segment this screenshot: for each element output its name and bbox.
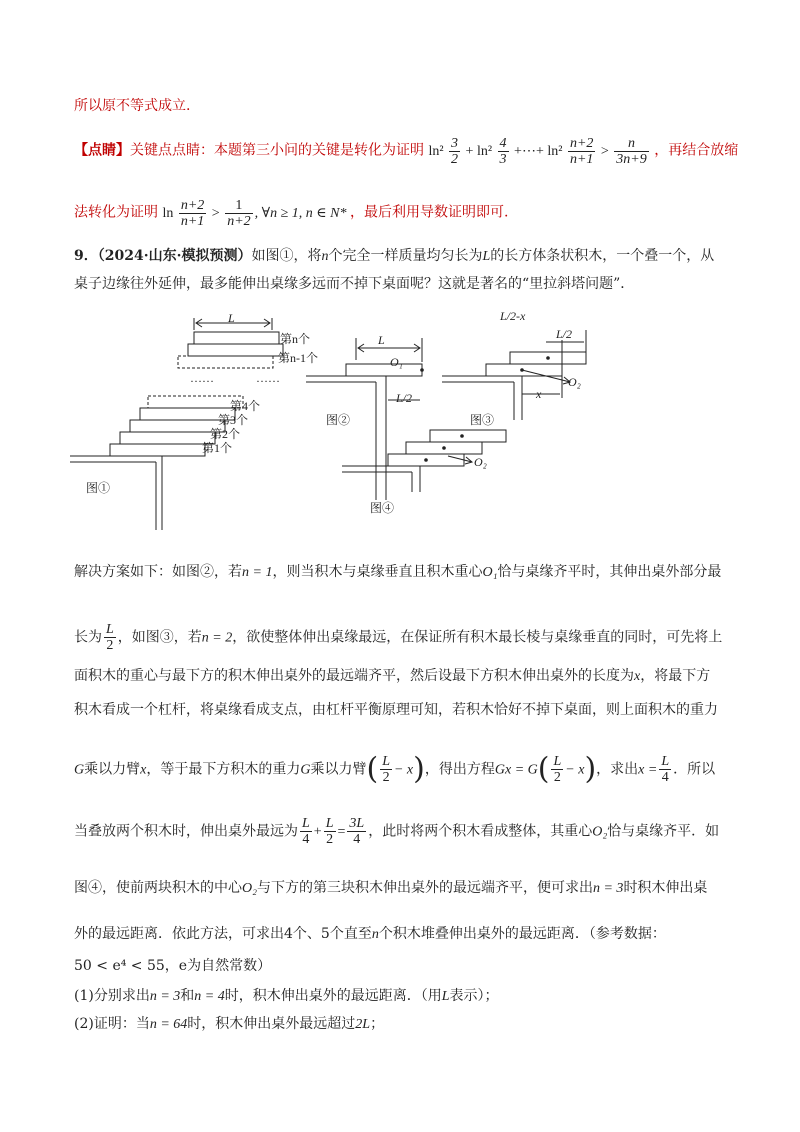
comment-line2-suffix: ，最后利用导数证明即可. bbox=[350, 204, 509, 221]
comment-formula-2: ln $\frac{n+2}{n+1}$ > $\frac{1}{n+2}$ , ∀n ≥ 1, n ∈ N* bbox=[162, 198, 347, 229]
solution-line-3: 面积木的重心与最下方的积木伸出桌外的最远端齐平，然后设最下方积木伸出桌外的长度为x，将最下方 bbox=[74, 668, 711, 684]
fig1-L: L bbox=[228, 311, 235, 325]
solution-line-7: 图④，使前两块积木的中心O₂与下方的第三块积木伸出桌外的最远端齐平，便可求出n = 3时积木伸出桌 bbox=[74, 880, 708, 896]
label-block-2: 第2个 bbox=[210, 427, 241, 441]
comment-line1-prefix: 关键点点睛：本题第三小问的关键是转化为证明 bbox=[130, 142, 424, 159]
fig2-label: 图② bbox=[326, 413, 351, 427]
fig3-x: x bbox=[536, 387, 542, 401]
label-block-n: 第n个 bbox=[280, 332, 311, 346]
label-block-3: 第3个 bbox=[218, 413, 249, 427]
fig4-label: 图④ bbox=[370, 501, 395, 515]
fig3-O2: O₂ bbox=[568, 375, 581, 389]
solution-line-5: G乘以力臂x，等于最下方积木的重力G乘以力臂( $\frac{L}{2}$ − x)，得出方程Gx = G( $\frac{L}{2}$ − x)，求出x = $\frac{L}{4}$ ．所以 bbox=[74, 751, 716, 787]
comment-tag: 【点睛】 bbox=[74, 142, 130, 159]
figures bbox=[70, 300, 650, 532]
problem-source: （2024·山东·模拟预测） bbox=[97, 248, 252, 264]
fig1-label: 图① bbox=[86, 481, 111, 495]
label-block-4: 第4个 bbox=[230, 399, 261, 413]
fig1-dots-right: …… bbox=[256, 371, 280, 385]
comment-line-1 bbox=[74, 136, 739, 167]
question-2: (2)证明：当n = 64时，积木伸出桌外最远超过2L； bbox=[74, 1016, 385, 1032]
reference-data: 50 < e⁴ < 55，e为自然常数） bbox=[74, 958, 272, 974]
problem-line-1: 9．（2024·山东·模拟预测）如图①，将n个完全一样质量均匀长为L的长方体条状积木，一个叠一个，从 bbox=[74, 248, 715, 264]
comment-formula-1: ln² $\frac{3}{2}$ + ln² $\frac{4}{3}$ +⋯+ ln² $\frac{n+2}{n+1}$ > $\frac{n}{3n+9}$ bbox=[428, 136, 647, 167]
label-block-1: 第1个 bbox=[202, 441, 233, 455]
question-1: (1)分别求出n = 3和n = 4时，积木伸出桌外的最远距离．（用L表示）； bbox=[74, 988, 499, 1004]
conclusion-text: 所以原不等式成立. bbox=[74, 98, 191, 114]
solution-line-6: 当叠放两个积木时，伸出桌外最远为 $\frac{L}{4}$ + $\frac{L}{2}$ = $\frac{3L}{4}$ ，此时将两个积木看成整体，其重心O₂恰与桌缘齐平．如 bbox=[74, 816, 720, 847]
problem-number: 9． bbox=[74, 248, 98, 264]
label-block-n1: 第n-1个 bbox=[278, 351, 318, 365]
comment-line1-suffix: ，再结合放缩 bbox=[654, 142, 739, 159]
fig2-L: L bbox=[378, 333, 385, 347]
comment-line-2 bbox=[74, 198, 734, 229]
fig3-L-half-minus-x: L/2-x bbox=[500, 309, 526, 323]
fig2-O1: O₁ bbox=[390, 355, 403, 369]
figure-1 bbox=[70, 318, 283, 530]
comment-line2-prefix: 法转化为证明 bbox=[74, 204, 158, 221]
solution-line-8: 外的最远距离．依此方法，可求出4个、5个直至n个积木堆叠伸出桌外的最远距离．（参考数据： bbox=[74, 926, 666, 942]
figure-2 bbox=[306, 338, 422, 500]
fig4-O2: O₂ bbox=[474, 455, 487, 469]
fig3-L-half: L/2 bbox=[556, 327, 573, 341]
solution-line-2: 长为 $\frac{L}{2}$ ，如图③，若n = 2，欲使整体伸出桌缘最远，在保证所有积木最长棱与桌缘垂直的同时，可先将上 bbox=[74, 622, 723, 653]
fig3-label: 图③ bbox=[470, 413, 495, 427]
fig1-dots-left: …… bbox=[190, 371, 214, 385]
solution-line-1: 解决方案如下：如图②，若n = 1，则当积木与桌缘垂直且积木重心O₁恰与桌缘齐平时，其伸出桌外部分最 bbox=[74, 564, 722, 580]
solution-line-4: 积木看成一个杠杆，将桌缘看成支点，由杠杆平衡原理可知，若积木恰好不掉下桌面，则上面积木的重力 bbox=[74, 702, 718, 718]
fig2-L-half: L/2 bbox=[396, 391, 413, 405]
figure-3 bbox=[442, 330, 586, 420]
problem-line-2: 桌子边缘往外延伸，最多能伸出桌缘多远而不掉下桌面呢？这就是著名的“里拉斜塔问题”． bbox=[74, 276, 635, 292]
